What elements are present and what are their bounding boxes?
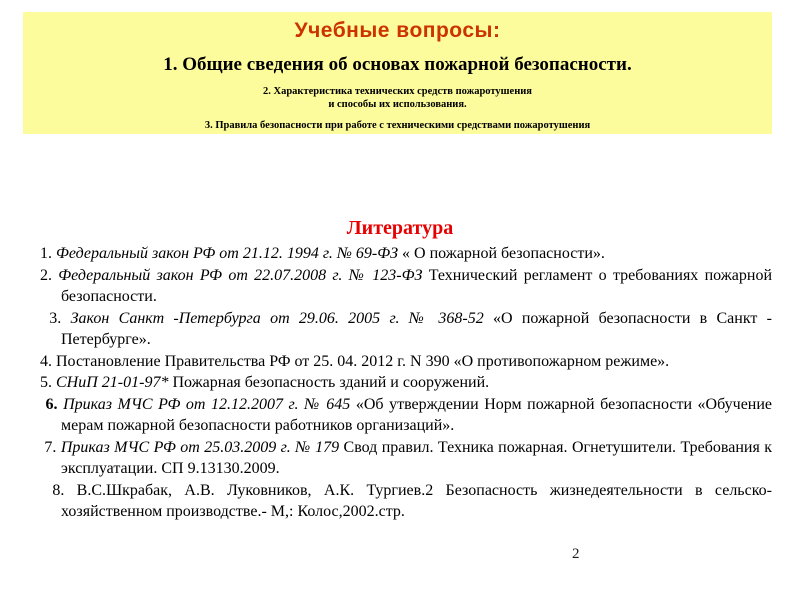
list-item-number: 2. bbox=[40, 266, 59, 284]
list-item-number: 8. bbox=[40, 481, 77, 499]
list-item-text: «О пожарной безопасности в Санкт - Петербурге». bbox=[61, 309, 773, 348]
list-item-text: Постановление Правительства РФ от 25. 04. 2012 г. N 390 «О противопожарном режиме». bbox=[56, 352, 670, 370]
slide-page-number: 2 bbox=[572, 546, 580, 562]
list-item-number: 5. bbox=[40, 374, 56, 391]
list-item-number: 7. bbox=[40, 438, 61, 456]
question-item-2-line2: и способы их использования. bbox=[328, 98, 467, 110]
list-item-text: Свод правил. Техника пожарная. Огнетушители. Требования к эксплуатации. СП 9.13130.2009. bbox=[61, 438, 772, 477]
list-item-number: 6. bbox=[40, 395, 64, 413]
list-item bbox=[40, 243, 772, 265]
list-item-text: В.С.Шкрабак, А.В. Луковников, А.К. Тургиев.2 Безопасность жизнедеятельности в сельско-хозяйственном производстве.- М,: Колос,2002.стр. bbox=[61, 481, 772, 520]
questions-box bbox=[23, 12, 772, 134]
list-item bbox=[40, 394, 772, 437]
list-item-number: 4. bbox=[40, 352, 56, 370]
list-item bbox=[40, 372, 772, 394]
list-item-source: Приказ МЧС РФ от 12.12.2007 г. № 645 bbox=[63, 395, 351, 413]
list-item-text: «Об утверждении Норм пожарной безопасности «Обучение мерам пожарной безопасности работников организаций». bbox=[61, 395, 773, 434]
questions-title: Учебные вопросы: bbox=[294, 19, 501, 42]
list-item-source: Федеральный закон РФ от 21.12. 1994 г. № 69-ФЗ bbox=[56, 245, 399, 262]
list-item-number: 3. bbox=[40, 309, 71, 327]
list-item bbox=[40, 351, 772, 373]
list-item-source: Приказ МЧС РФ от 25.03.2009 г. № 179 bbox=[60, 438, 340, 456]
list-item-text: Пожарная безопасность зданий и сооружений. bbox=[172, 374, 490, 391]
question-item-2-line1: 2. Характеристика технических средств пожаротушения bbox=[263, 86, 532, 97]
list-item-source: СНиП 21-01-97* bbox=[56, 374, 169, 391]
list-item bbox=[40, 480, 772, 523]
question-item-2 bbox=[23, 86, 772, 111]
question-item-3: 3. Правила безопасности при работе с техническими средствами пожаротушения bbox=[204, 120, 591, 131]
list-item bbox=[40, 265, 772, 308]
list-item bbox=[40, 437, 772, 480]
literature-title: Литература bbox=[346, 217, 454, 239]
list-item-text: « О пожарной безопасности». bbox=[402, 245, 605, 262]
question-item-1: 1. Общие сведения об основах пожарной безопасности. bbox=[163, 54, 632, 75]
literature-list bbox=[40, 243, 772, 523]
list-item-source: Закон Санкт -Петербурга от 29.06. 2005 г. № 368-52 bbox=[70, 309, 484, 327]
list-item-source: Федеральный закон РФ от 22.07.2008 г. № 123-ФЗ bbox=[58, 266, 423, 284]
list-item bbox=[40, 308, 772, 351]
list-item-number: 1. bbox=[40, 245, 56, 262]
list-item-text: Технический регламент о требованиях пожарной безопасности. bbox=[61, 266, 773, 305]
